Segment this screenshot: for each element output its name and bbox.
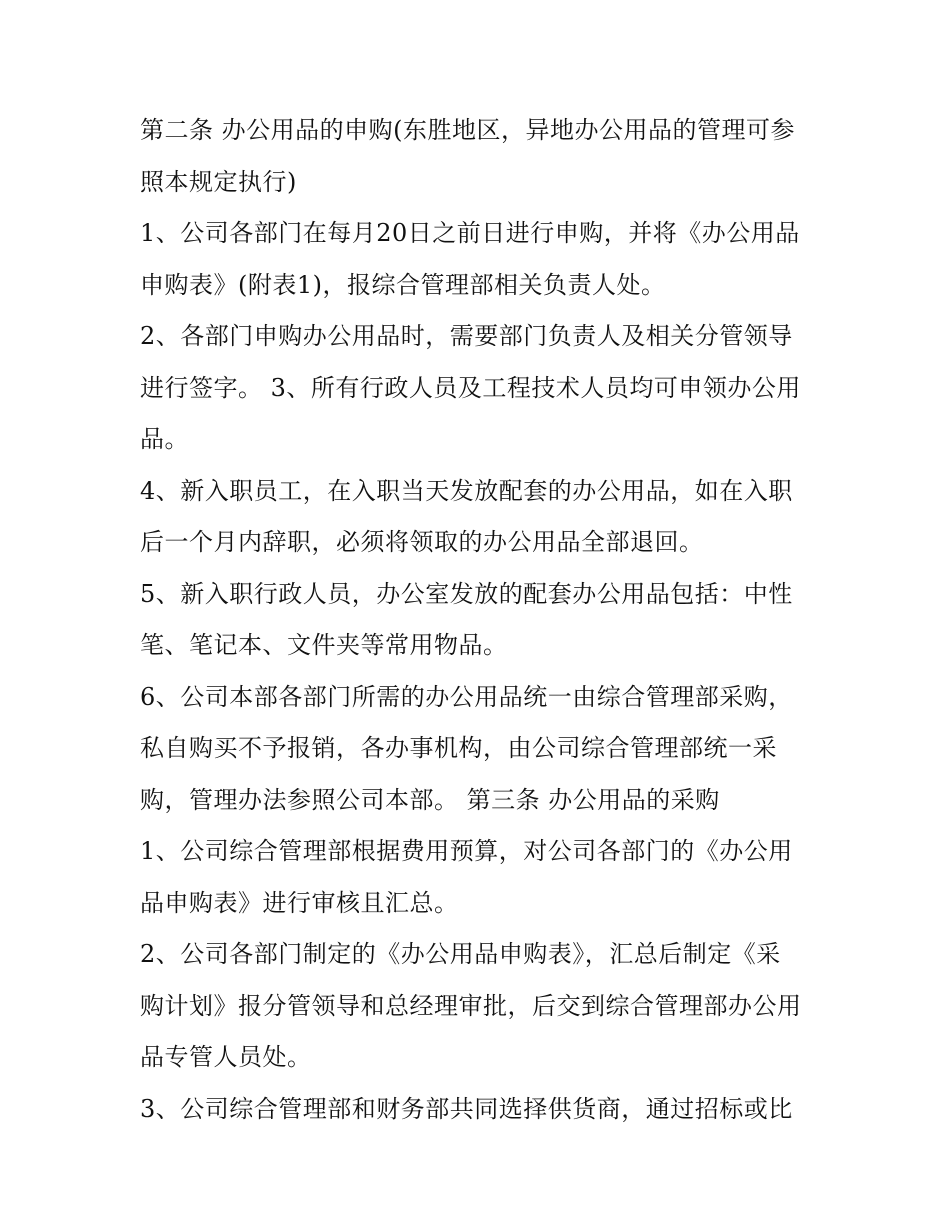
text-line: 1、公司综合管理部根据费用预算，对公司各部门的《办公用 <box>140 837 793 865</box>
text-line: 第二条 办公用品的申购(东胜地区，异地办公用品的管理可参 <box>140 116 795 144</box>
text-line: 购，管理办法参照公司本部。 第三条 办公用品的采购 <box>140 785 720 814</box>
text-line: 品。 <box>140 425 189 453</box>
text-line: 品专管人员处。 <box>140 1043 312 1071</box>
text-line: 4、新入职员工，在入职当天发放配套的办公用品，如在入职 <box>140 476 793 505</box>
text-line: 进行签字。 3、所有行政人员及工程技术人员均可申领办公用 <box>140 373 801 402</box>
text-line: 1、公司各部门在每月20日之前日进行申购，并将《办公用品 <box>140 219 800 247</box>
text-line: 2、各部门申购办公用品时，需要部门负责人及相关分管领导 <box>140 322 793 350</box>
text-line: 2、公司各部门制定的《办公用品申购表》，汇总后制定《采 <box>140 940 781 968</box>
text-line: 后一个月内辞职，必须将领取的办公用品全部退回。 <box>140 528 704 556</box>
text-line: 5、新入职行政人员，办公室发放的配套办公用品包括：中性 <box>140 579 793 608</box>
text-line: 照本规定执行) <box>140 167 297 196</box>
document-body <box>140 105 820 1135</box>
text-line: 申购表》(附表1)，报综合管理部相关负责人处。 <box>140 270 666 299</box>
text-line: 品申购表》进行审核且汇总。 <box>140 888 459 917</box>
text-line: 笔、笔记本、文件夹等常用物品。 <box>140 631 508 659</box>
text-line: 6、公司本部各部门所需的办公用品统一由综合管理部采购， <box>140 682 793 711</box>
text-line: 私自购买不予报销，各办事机构，由公司综合管理部统一采 <box>140 734 777 762</box>
text-line: 购计划》报分管领导和总经理审批，后交到综合管理部办公用 <box>140 991 802 1020</box>
text-line: 3、公司综合管理部和财务部共同选择供货商，通过招标或比 <box>140 1094 793 1123</box>
